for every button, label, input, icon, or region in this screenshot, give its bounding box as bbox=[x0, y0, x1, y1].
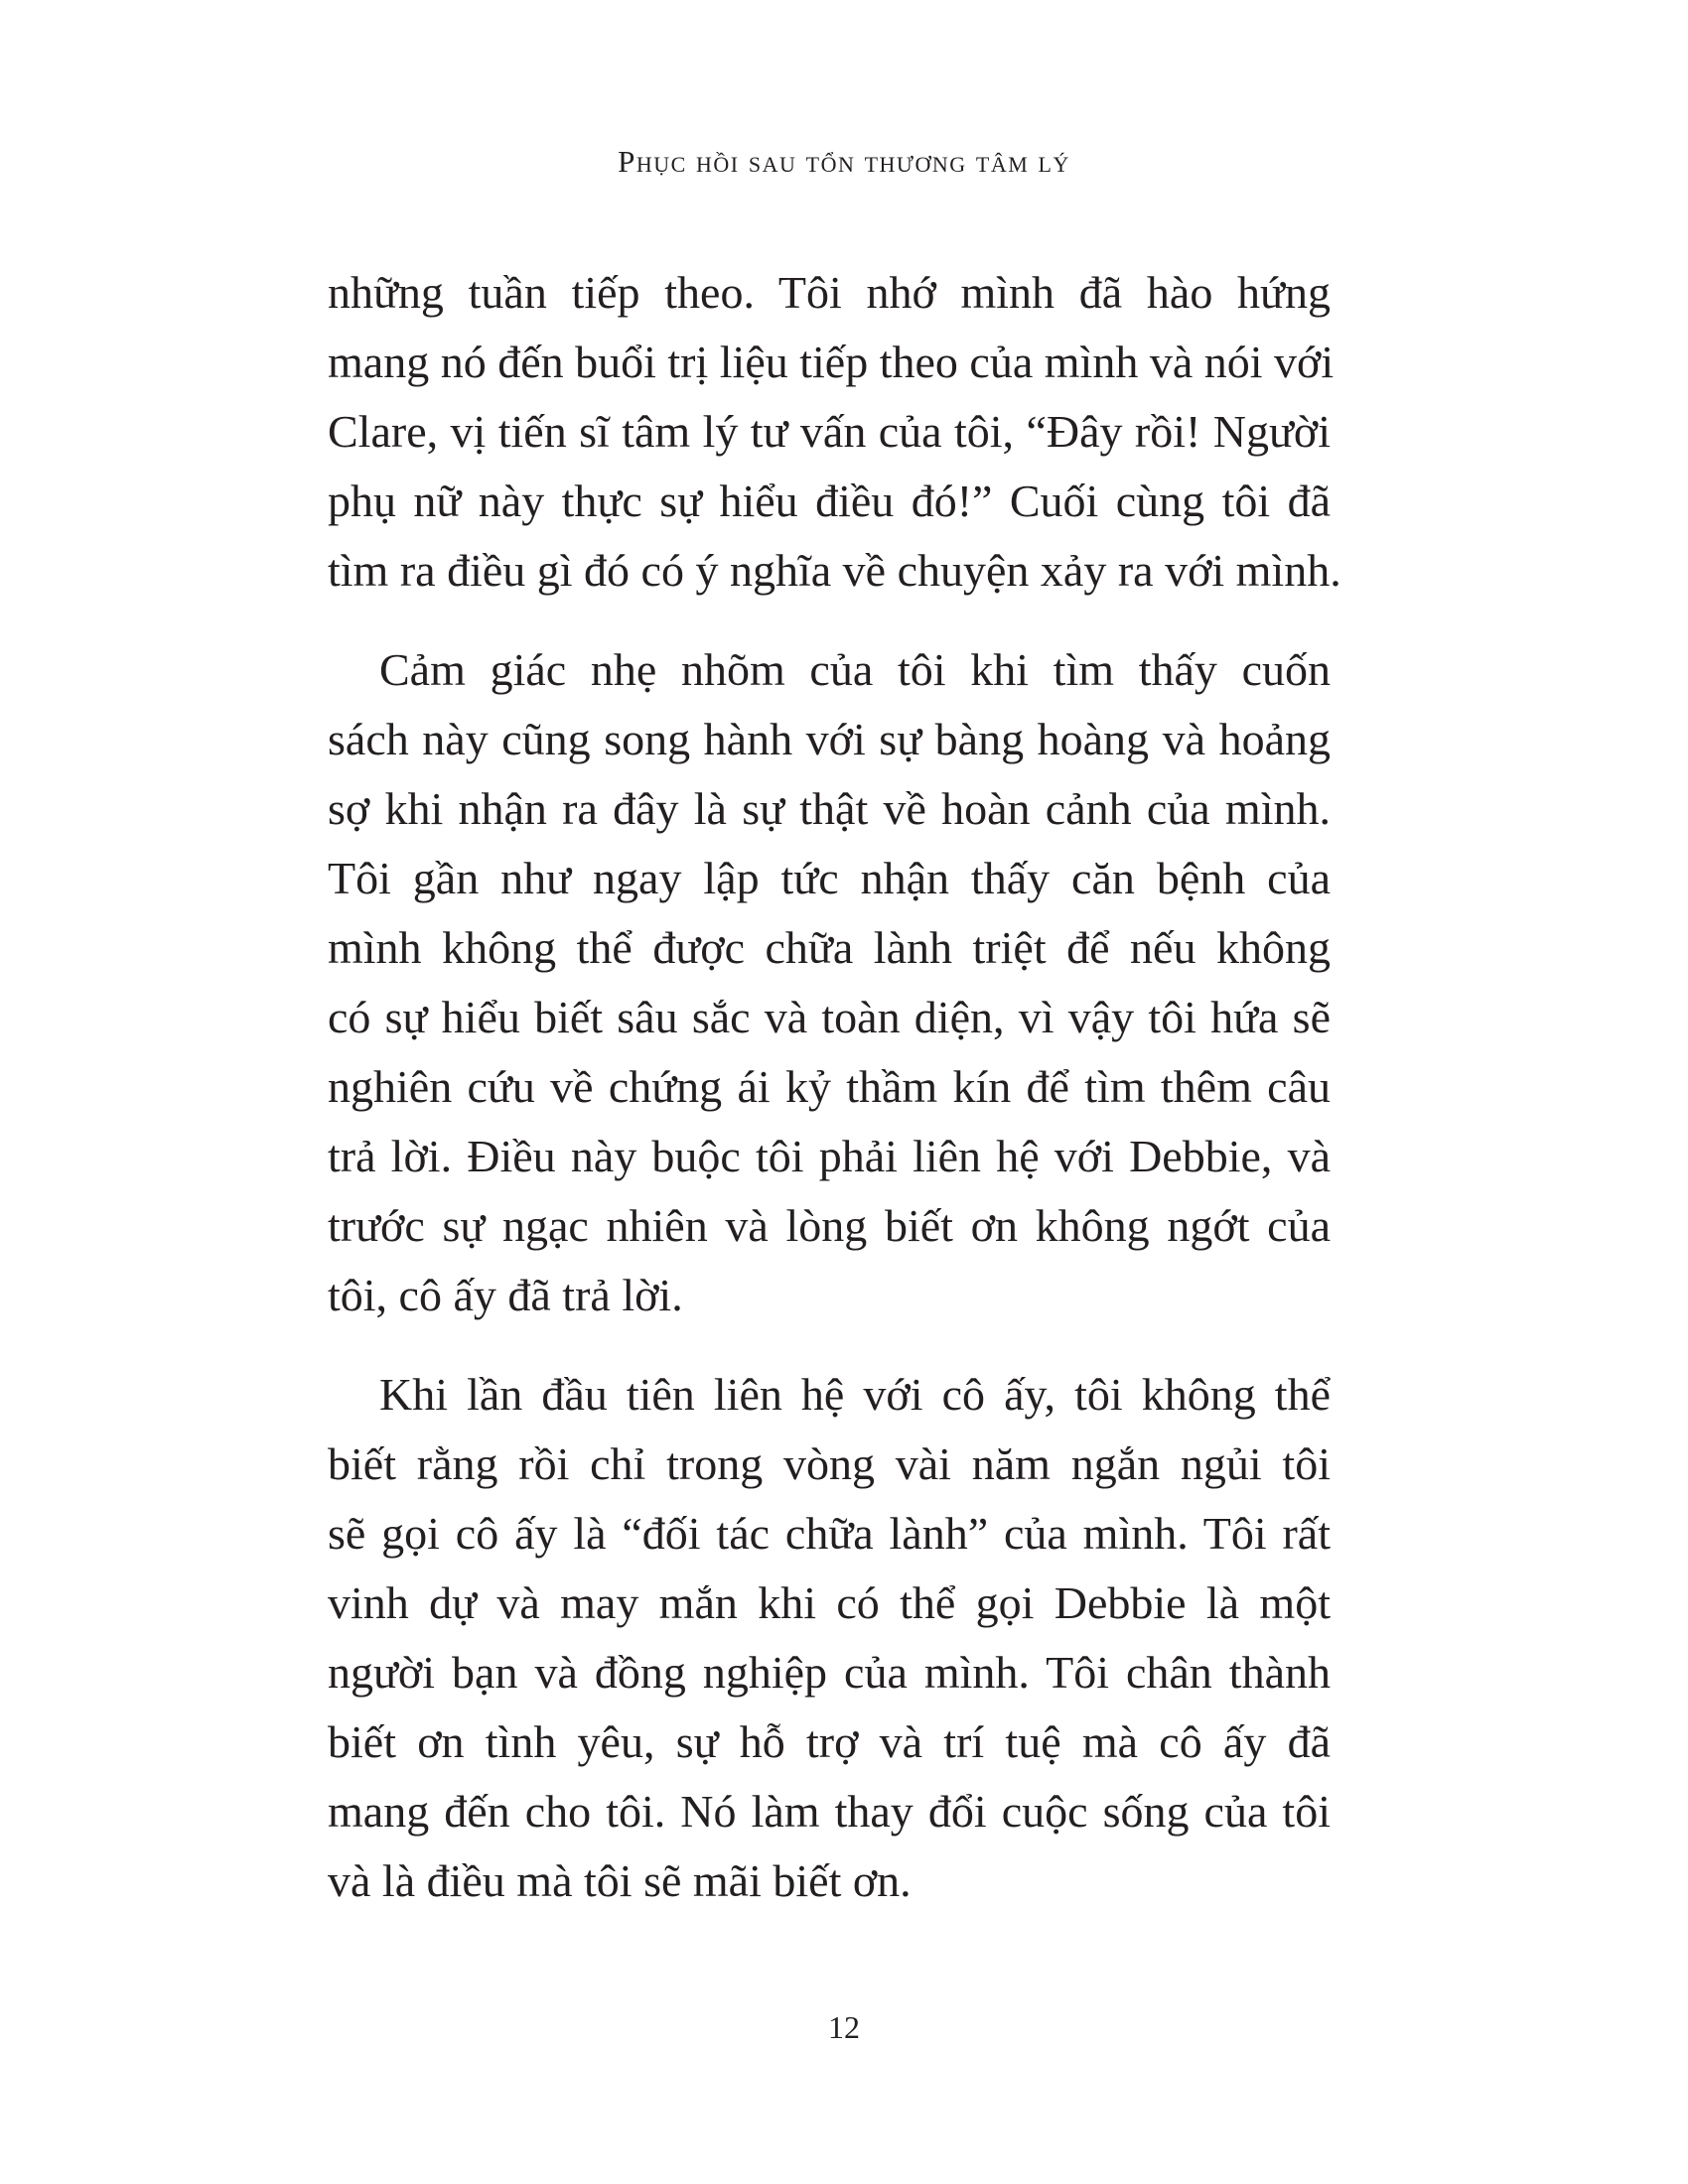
text-line: Khi lần đầu tiên liên hệ với cô ấy, tôi không thể bbox=[379, 1369, 1331, 1420]
text-line: tôi, cô ấy đã trả lời. bbox=[328, 1270, 683, 1320]
body-text bbox=[328, 258, 1341, 1916]
text-line: trả lời. Điều này buộc tôi phải liên hệ với Debbie, và bbox=[328, 1131, 1331, 1181]
text-line: những tuần tiếp theo. Tôi nhớ mình đã hào hứng bbox=[328, 267, 1331, 318]
text-line: mang nó đến buổi trị liệu tiếp theo của mình và nói với bbox=[328, 337, 1335, 387]
running-header: Phục hồi sau tổn thương tâm lý bbox=[618, 144, 1070, 179]
paragraph-1 bbox=[328, 258, 1341, 606]
paragraph-3 bbox=[328, 1360, 1331, 1916]
page-number: 12 bbox=[828, 2009, 860, 2045]
text-line: biết rằng rồi chỉ trong vòng vài năm ngắn ngủi tôi bbox=[328, 1438, 1331, 1489]
text-line: và là điều mà tôi sẽ mãi biết ơn. bbox=[328, 1855, 912, 1906]
text-line: Clare, vị tiến sĩ tâm lý tư vấn của tôi, “Đây rồi! Người bbox=[328, 406, 1331, 457]
text-line: vinh dự và may mắn khi có thể gọi Debbie là một bbox=[328, 1577, 1331, 1628]
text-line: Tôi gần như ngay lập tức nhận thấy căn bệnh của bbox=[328, 853, 1331, 903]
text-line: phụ nữ này thực sự hiểu điều đó!” Cuối cùng tôi đã bbox=[328, 476, 1331, 526]
text-line: biết ơn tình yêu, sự hỗ trợ và trí tuệ mà cô ấy đã bbox=[328, 1716, 1331, 1767]
paragraph-2 bbox=[328, 635, 1331, 1330]
text-line: mình không thể được chữa lành triệt để nếu không bbox=[328, 922, 1331, 973]
text-line: sợ khi nhận ra đây là sự thật về hoàn cảnh của mình. bbox=[328, 783, 1331, 834]
text-line: trước sự ngạc nhiên và lòng biết ơn không ngớt của bbox=[328, 1200, 1331, 1251]
text-line: sẽ gọi cô ấy là “đối tác chữa lành” của mình. Tôi rất bbox=[328, 1508, 1331, 1559]
text-line: mang đến cho tôi. Nó làm thay đổi cuộc sống của tôi bbox=[328, 1786, 1331, 1837]
text-line: Cảm giác nhẹ nhõm của tôi khi tìm thấy cuốn bbox=[379, 644, 1331, 695]
text-line: nghiên cứu về chứng ái kỷ thầm kín để tìm thêm câu bbox=[328, 1061, 1331, 1112]
text-line: người bạn và đồng nghiệp của mình. Tôi chân thành bbox=[328, 1647, 1331, 1698]
text-line: tìm ra điều gì đó có ý nghĩa về chuyện xảy ra với mình. bbox=[328, 545, 1341, 596]
text-line: có sự hiểu biết sâu sắc và toàn diện, vì vậy tôi hứa sẽ bbox=[328, 992, 1331, 1042]
text-line: sách này cũng song hành với sự bàng hoàng và hoảng bbox=[328, 714, 1331, 764]
